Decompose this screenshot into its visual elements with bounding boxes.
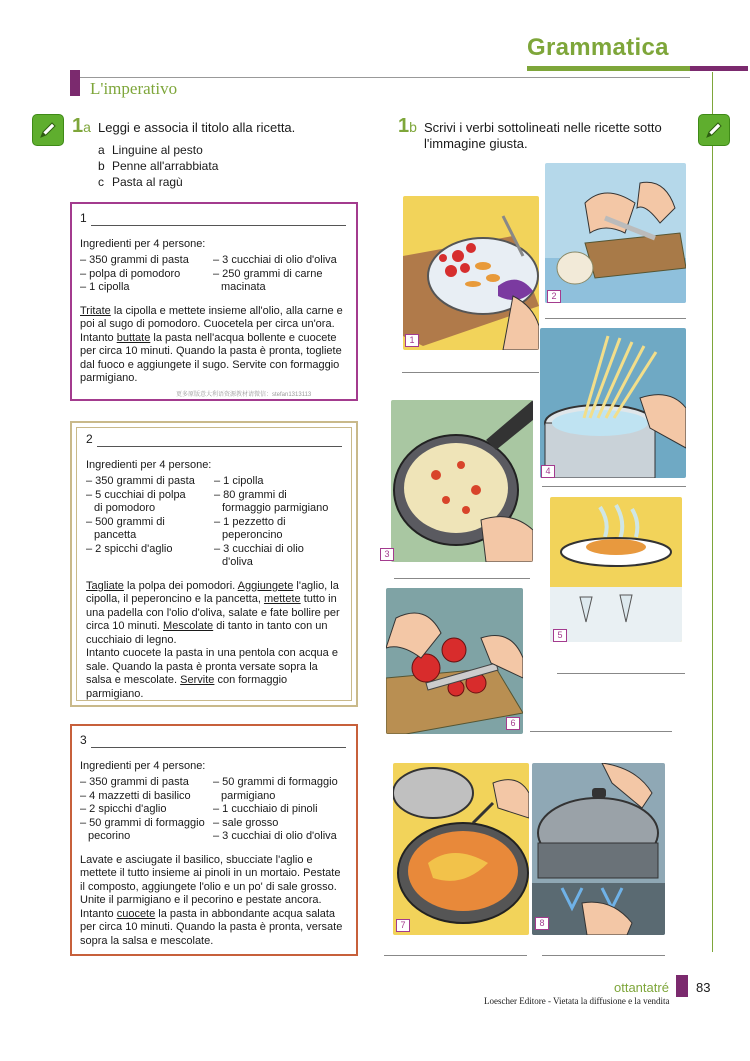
column-rule: [712, 72, 713, 952]
illustration-cutting-tomatoes: [386, 588, 523, 734]
illustration-serving-pasta: [403, 196, 539, 350]
exercise-instruction: Leggi e associa il titolo alla ricetta.: [98, 120, 296, 135]
section-marker: [70, 70, 80, 96]
ingredients-left: – 350 grammi di pasta – 4 mazzetti di basilico – 2 spicchi d'aglio – 50 grammi di formaggio pecorino: [80, 776, 205, 842]
answer-line[interactable]: [394, 578, 530, 579]
page-number: 83: [696, 980, 711, 995]
header-rule-green: [527, 66, 690, 71]
illustration-serving-dish: [550, 497, 682, 642]
recipe-text: Tagliate la polpa dei pomodori. Aggiungete l'aglio, la cipolla, il peperoncino e la pancetta, mettete tutto in una padella con l'olio d'oliva, salate e fate bollire per circa 10 minuti. Mescolate di tanto in tanto con un cucchiaio di legno. Intanto cuocete la pasta in una pentola con acqua e sale. Quando la pasta è pronta versate sopra la salsa e mescolate. Servite con formaggio parmigiano.: [86, 579, 340, 700]
image-label: 1: [405, 334, 419, 347]
illustration-frying-pan: [391, 400, 533, 562]
header-title: Grammatica: [527, 34, 669, 61]
watermark: 更多原版意大利语资源教材请微信：stefan1313113: [176, 392, 312, 398]
illustration-covered-pan: [532, 763, 665, 935]
choice-item: a Linguine al pesto: [98, 143, 203, 157]
title-answer-line[interactable]: [91, 215, 346, 226]
image-label: 8: [535, 917, 549, 930]
illustration-boiling-pasta: [540, 328, 686, 478]
answer-line[interactable]: [384, 955, 527, 956]
ingredients-left: – 350 grammi di pasta – polpa di pomodoro – 1 cipolla: [80, 254, 189, 293]
ingredients-right: – 50 grammi di formaggio parmigiano – 1 cucchiaio di pinoli – sale grosso – 3 cucchiai di olio d'oliva: [213, 776, 338, 842]
image-label: 5: [553, 629, 567, 642]
image-label: 4: [541, 465, 555, 478]
ingredients-left: – 350 grammi di pasta – 5 cucchiai di polpa di pomodoro – 500 grammi di pancetta – 2 spicchi d'aglio: [86, 475, 195, 555]
recipe-text: Lavate e asciugate il basilico, sbucciate l'aglio e mettete il tutto insieme ai pinoli in un mortaio. Pestate il composto, aggiungete l'olio e un po' di sale grosso. Unite il parmigiano e il pecorino e pestate ancora. Intanto cuocete la pasta in abbondante acqua salata per circa 10 minuti. Quando la pasta è pronta, versate sopra la salsa e mescolate.: [80, 853, 343, 947]
recipe-card-1: 1 Ingredienti per 4 persone: – 350 grammi di pasta – polpa di pomodoro – 1 cipolla – 3 cucchiai di olio d'oliva – 250 grammi di carne macinata Tritate la cipolla e mettete insieme all'olio, alla carne e poi al sugo di pomodoro. Cuocetela per circa un'ora. Intanto buttate la pasta nell'acqua bollente e cuocete per circa 10 minuti. Quando la pasta è pronta, togliete dal fuoco e aggiungete il sugo. Servite con formaggio parmigiano.: [70, 202, 358, 401]
title-answer-line[interactable]: [97, 436, 342, 447]
exercise-number: 1b: [398, 115, 417, 137]
image-label: 7: [396, 919, 410, 932]
image-label: 2: [547, 290, 561, 303]
image-label: 3: [380, 548, 394, 561]
choice-item: b Penne all'arrabbiata: [98, 159, 219, 173]
answer-line[interactable]: [557, 673, 685, 674]
title-answer-line[interactable]: [91, 737, 346, 748]
exercise-number: 1a: [72, 115, 91, 137]
page-number-word: ottantatré: [614, 980, 669, 995]
pencil-icon[interactable]: [698, 114, 730, 146]
recipe-text: Tritate la cipolla e mettete insieme all'olio, alla carne e poi al sugo di pomodoro. Cuocetela per circa un'ora. Intanto buttate la pasta nell'acqua bollente e cuocete per circa 10 minuti. Quando la pasta è pronta, togliete dal fuoco e aggiungete il sugo. Servite con formaggio parmigiano.: [80, 304, 343, 384]
section-title: L'imperativo: [90, 79, 178, 98]
image-label: 6: [506, 717, 520, 730]
title-choices: [98, 142, 218, 190]
choice-item: c Pasta al ragù: [98, 175, 183, 189]
footer-marker: [676, 975, 688, 997]
ingredients-right: – 3 cucchiai di olio d'oliva – 250 grammi di carne macinata: [213, 254, 337, 293]
answer-line[interactable]: [542, 955, 665, 956]
publisher-credit: Loescher Editore - Vietata la diffusione e la vendita: [484, 996, 670, 1006]
ingredients-right: – 1 cipolla – 80 grammi di formaggio parmigiano – 1 pezzetto di peperoncino – 3 cucchiai di olio d'oliva: [214, 475, 329, 568]
recipe-card-2: 2 Ingredienti per 4 persone: – 350 grammi di pasta – 5 cucchiai di polpa di pomodoro – 500 grammi di pancetta – 2 spicchi d'aglio – 1 cipolla – 80 grammi di formaggio parmigiano – 1 pezzetto di peperoncino – 3 cucchiai di olio d'oliva Tagliate la polpa dei pomodori. Aggiungete l'aglio, la cipolla, il peperoncino e la pancetta, mettete tutto in una padella con l'olio d'oliva, salate e fate bollire per circa 10 minuti. Mescolate di tanto in tanto con un cucchiaio di legno. Intanto cuocete la pasta in una pentola con acqua e sale. Quando la pasta è pronta versate sopra la salsa e mescolate. Servite con formaggio parmigiano.: [70, 421, 358, 707]
answer-line[interactable]: [402, 372, 539, 373]
recipe-card-3: 3 Ingredienti per 4 persone: – 350 grammi di pasta – 4 mazzetti di basilico – 2 spicchi d'aglio – 50 grammi di formaggio pecorino – 50 grammi di formaggio parmigiano – 1 cucchiaio di pinoli – sale grosso – 3 cucchiai di olio d'oliva Lavate e asciugate il basilico, sbucciate l'aglio e mettete il tutto insieme ai pinoli in un mortaio. Pestate il composto, aggiungete l'olio e un po' di sale grosso. Unite il parmigiano e il pecorino e pestate ancora. Intanto cuocete la pasta in abbondante acqua salata per circa 10 minuti. Quando la pasta è pronta, versate sopra la salsa e mescolate.: [70, 724, 358, 956]
section-rule: [80, 77, 690, 78]
pencil-icon[interactable]: [32, 114, 64, 146]
answer-line[interactable]: [530, 731, 672, 732]
exercise-instruction: Scrivi i verbi sottolineati nelle ricette sotto l'immagine giusta.: [424, 120, 662, 151]
answer-line[interactable]: [542, 486, 686, 487]
answer-line[interactable]: [545, 318, 686, 319]
illustration-chopping-onion: [545, 163, 686, 303]
header-rule-purple: [690, 66, 748, 71]
illustration-pot-sauce: [393, 763, 529, 935]
